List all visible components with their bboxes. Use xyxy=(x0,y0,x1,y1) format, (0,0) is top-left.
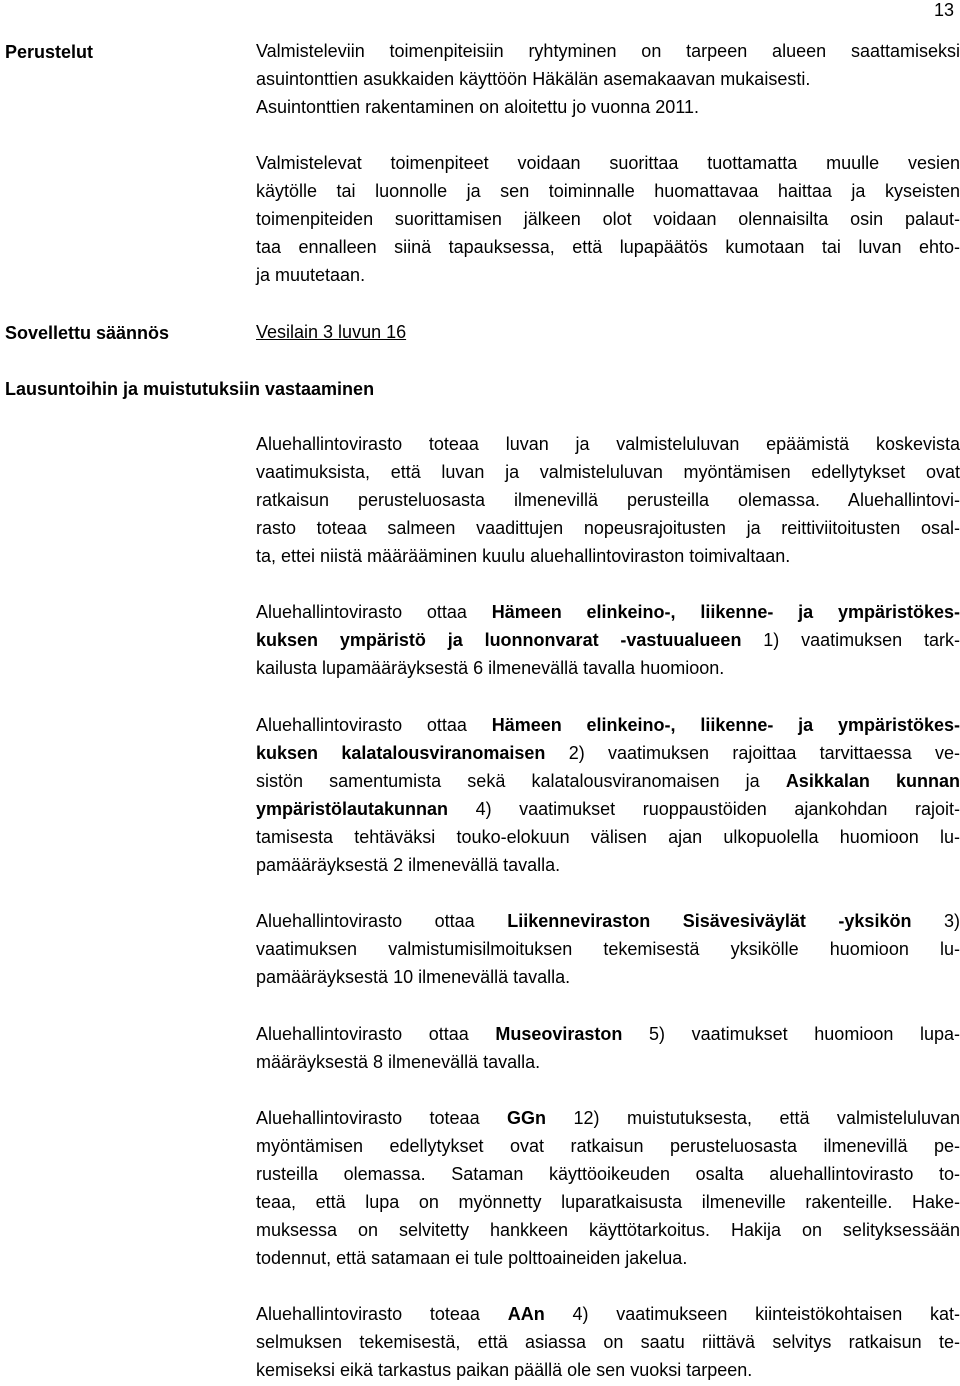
text-line: myöntämisen edellytykset ovat ratkaisun perusteluosasta ilmenevillä pe- xyxy=(256,1136,960,1157)
text-line: rusteilla olemassa. Sataman käyttöoikeuden osalta aluehallintovirasto to- xyxy=(256,1164,960,1185)
law-reference: Vesilain 3 luvun 16 xyxy=(256,322,407,342)
page-number: 13 xyxy=(933,0,954,20)
text-line: sistön samentumista sekä kalatalousviranomaisen ja Asikkalan kunnan xyxy=(256,771,960,792)
text-line: Asuintonttien rakentaminen on aloitettu jo vuonna 2011. xyxy=(256,97,699,118)
text-line: kemiseksi eikä tarkastus paikan päällä ole sen vuoksi tarpeen. xyxy=(256,1360,753,1381)
text-line: Valmisteleviin toimenpiteisiin ryhtyminen on tarpeen alueen saattamiseksi xyxy=(256,41,960,61)
text-line: Aluehallintovirasto ottaa Liikenneviraston Sisävesiväylät -yksikön 3) xyxy=(256,911,960,931)
text-line: asuintonttien asukkaiden käyttöön Häkälän asemakaavan mukaisesti. xyxy=(256,69,811,90)
paragraph-7 xyxy=(256,1020,960,1076)
paragraph-9 xyxy=(256,1300,960,1384)
text-line: Aluehallintovirasto toteaa AAn 4) vaatimukseen kiinteistökohtaisen kat- xyxy=(256,1304,960,1324)
text-line: kuksen kalatalousviranomaisen 2) vaatimuksen rajoittaa tarvittaessa ve- xyxy=(256,743,960,764)
text-line: pamääräyksestä 10 ilmenevällä tavalla. xyxy=(256,967,571,988)
text-line: Aluehallintovirasto ottaa Hämeen elinkeino-, liikenne- ja ympäristökes- xyxy=(256,602,960,622)
paragraph-8 xyxy=(256,1104,960,1273)
text-line: Aluehallintovirasto ottaa Hämeen elinkeino-, liikenne- ja ympäristökes- xyxy=(256,715,960,735)
text-line: käytölle tai luonnolle ja sen toiminnalle huomattavaa haittaa ja kyseisten xyxy=(256,181,960,202)
text-line: määräyksestä 8 ilmenevällä tavalla. xyxy=(256,1052,541,1073)
text-line: vaatimuksen valmistumisilmoituksen tekemisestä yksikölle huomioon lu- xyxy=(256,939,960,960)
text-line: Valmistelevat toimenpiteet voidaan suorittaa tuottamatta muulle vesien xyxy=(256,153,960,173)
text-line xyxy=(256,318,960,346)
text-line: kuksen ympäristö ja luonnonvarat -vastuualueen 1) vaatimuksen tark- xyxy=(256,630,960,651)
paragraph-3 xyxy=(256,430,960,570)
text-line: ratkaisun perusteluosasta ilmenevillä perusteilla olemassa. Aluehallintovi- xyxy=(256,490,960,511)
text-line: muksessa on selvitetty hankkeen käyttötarkoitus. Hakija on selityksessään xyxy=(256,1220,960,1241)
paragraph-6 xyxy=(256,907,960,991)
text-line: teaa, että lupa on myönnetty luparatkaisusta ilmeneville rakenteille. Hake- xyxy=(256,1192,960,1213)
text-line: todennut, että satamaan ei tule polttoaineiden jakelua. xyxy=(256,1248,688,1269)
text-line: ta, ettei niistä määrääminen kuulu aluehallintoviraston toimivaltaan. xyxy=(256,546,791,567)
paragraph-5 xyxy=(256,711,960,880)
text-line: toimenpiteiden suorittamisen jälkeen olot voidaan olennaisilta osin palaut- xyxy=(256,209,960,230)
paragraph-4 xyxy=(256,598,960,682)
perustelut-paragraph-2 xyxy=(256,149,960,289)
sovellettu-value xyxy=(256,318,960,346)
text-line: Aluehallintovirasto toteaa GGn 12) muistutuksesta, että valmisteluluvan xyxy=(256,1108,960,1128)
text-line: ja muutetaan. xyxy=(256,265,366,286)
text-line: rasto toteaa salmeen vaadittujen nopeusrajoitusten ja reittiviitoitusten osal- xyxy=(256,518,960,539)
text-line: kailusta lupamääräyksestä 6 ilmenevällä tavalla huomioon. xyxy=(256,658,725,679)
sovellettu-label: Sovellettu säännös xyxy=(5,323,170,343)
text-line: taa ennalleen siinä tapauksessa, että lupapäätös kumotaan tai luvan ehto- xyxy=(256,237,960,258)
text-line: ympäristölautakunnan 4) vaatimukset ruoppaustöiden ajankohdan rajoit- xyxy=(256,799,960,820)
text-line: Aluehallintovirasto ottaa Museoviraston 5) vaatimukset huomioon lupa- xyxy=(256,1024,960,1044)
text-line: vaatimuksista, että luvan ja valmisteluluvan myöntämisen edellytykset ovat xyxy=(256,462,960,483)
text-line: tamisesta tehtäväksi touko-elokuun välisen ajan ulkopuolella huomioon lu- xyxy=(256,827,960,848)
perustelut-label: Perustelut xyxy=(5,42,94,62)
text-line: selmuksen tekemisestä, että asiassa on saatu riittävä selvitys ratkaisun te- xyxy=(256,1332,960,1353)
lausunnot-heading: Lausuntoihin ja muistutuksiin vastaaminen xyxy=(5,379,375,399)
text-line: Aluehallintovirasto toteaa luvan ja valmisteluluvan epäämistä koskevista xyxy=(256,434,960,454)
text-line: pamääräyksestä 2 ilmenevällä tavalla. xyxy=(256,855,561,876)
perustelut-paragraph-1 xyxy=(256,37,960,121)
